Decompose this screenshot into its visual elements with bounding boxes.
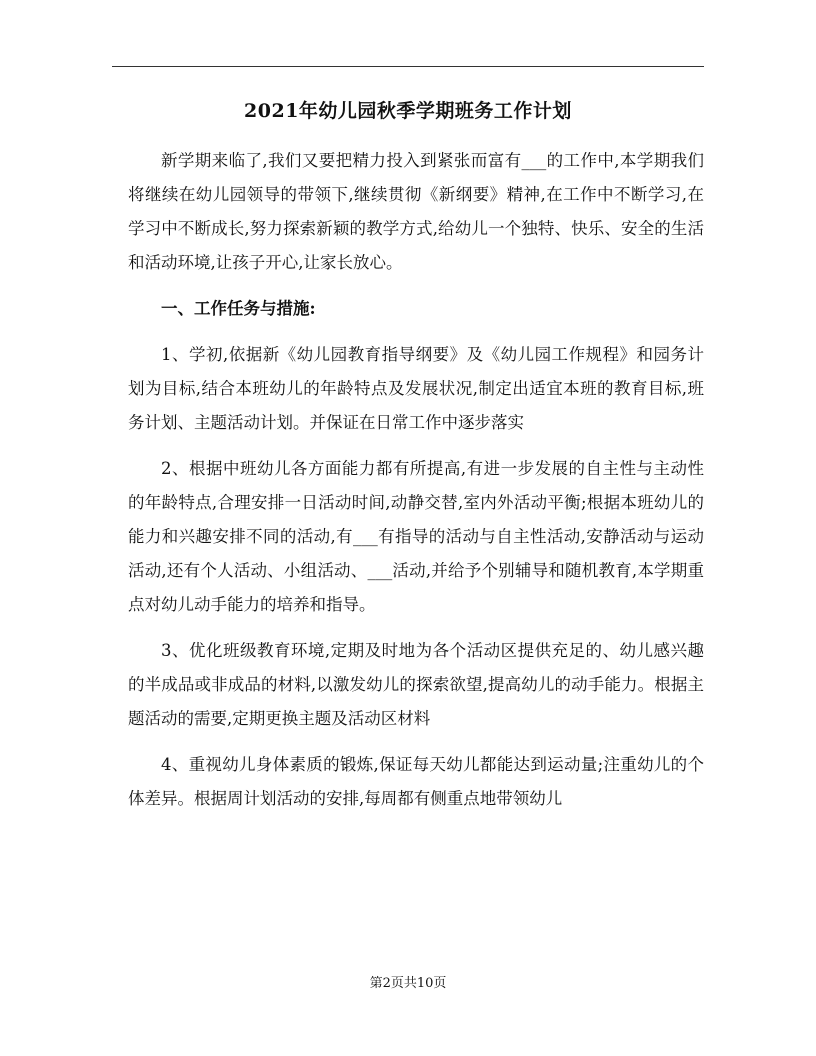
intro-paragraph: 新学期来临了,我们又要把精力投入到紧张而富有___的工作中,本学期我们将继续在幼儿园领导的带领下,继续贯彻《新纲要》精神,在工作中不断学习,在学习中不断成长,努力探索新颖的教学方式,给幼儿一个独特、快乐、安全的生活和活动环境,让孩子开心,让家长放心。 xyxy=(128,151,704,272)
header-rule xyxy=(112,66,704,67)
item-paragraph-4: 4、重视幼儿身体素质的锻炼,保证每天幼儿都能达到运动量;注重幼儿的个体差异。根据周计划活动的安排,每周都有侧重点地带领幼儿 xyxy=(128,755,704,808)
document-body xyxy=(128,144,704,816)
document-title: 2021年幼儿园秋季学期班务工作计划 xyxy=(244,100,572,122)
page-indicator: 第2页共10页 xyxy=(369,976,447,991)
item-paragraph-2: 2、根据中班幼儿各方面能力都有所提高,有进一步发展的自主性与主动性的年龄特点,合理安排一日活动时间,动静交替,室内外活动平衡;根据本班幼儿的能力和兴趣安排不同的活动,有___有指导的活动与自主性活动,安静活动与运动活动,还有个人活动、小组活动、___活动,并给予个别辅导和随机教育,本学期重点对幼儿动手能力的培养和指导。 xyxy=(128,459,704,614)
section-heading: 一、工作任务与措施: xyxy=(161,299,316,318)
item-paragraph-3: 3、优化班级教育环境,定期及时地为各个活动区提供充足的、幼儿感兴趣的半成品或非成品的材料,以激发幼儿的探索欲望,提高幼儿的动手能力。根据主题活动的需要,定期更换主题及活动区材料 xyxy=(128,641,704,728)
item-paragraph-1: 1、学初,依据新《幼儿园教育指导纲要》及《幼儿园工作规程》和园务计划为目标,结合本班幼儿的年龄特点及发展状况,制定出适宜本班的教育目标,班务计划、主题活动计划。并保证在日常工作中逐步落实 xyxy=(128,345,704,432)
